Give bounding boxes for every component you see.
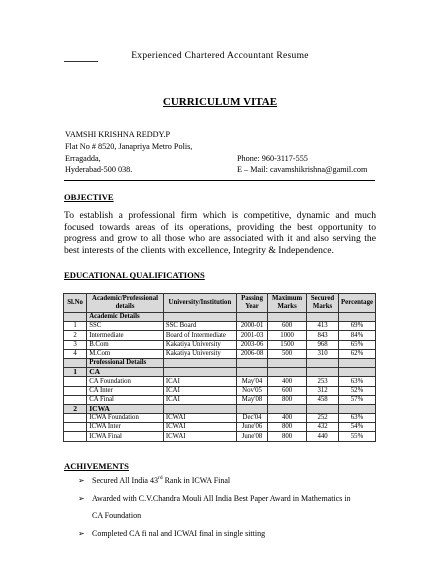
arrow-bullet-icon: ➢	[78, 493, 85, 503]
list-item: ➢ Secured All India 43rd Rank in ICWA Final	[64, 472, 384, 490]
list-item: ➢ Completed CA fi nal and ICWAI final in single sitting	[64, 525, 384, 543]
table-row: 1 SSC SSC Board 2000-01 600 413 69%	[64, 322, 376, 331]
section-divider	[64, 180, 375, 181]
address-line-3: Hyderabad-500 038.	[65, 165, 133, 174]
arrow-bullet-icon: ➢	[78, 528, 85, 538]
objective-heading: OBJECTIVE	[64, 192, 114, 202]
address-line-1: Flat No # 8520, Janapriya Metro Polis,	[65, 142, 193, 151]
education-table	[63, 293, 376, 442]
arrow-bullet-icon: ➢	[78, 476, 85, 485]
table-row: CA Inter ICAI Nov'05 600 312 52%	[64, 386, 376, 395]
table-row: CA Final ICAI May'08 800 458 57%	[64, 395, 376, 404]
objective-text: To establish a professional firm which is competitive, dynamic and much focused towards areas of its operations, providing the best opportunity to progress and grow to all those who are associated with it and also serving the best interests of the clients with excellence, Integrity & Independence.	[64, 210, 376, 256]
col-header: Academic/Professional details	[87, 294, 164, 313]
document-top-title: Experienced Chartered Accountant Resume	[131, 51, 309, 61]
contact-phone: Phone: 960-3117-555	[237, 154, 308, 163]
list-item: ➢ Awarded with C.V.Chandra Mouli All India Best Paper Award in Mathematics in	[64, 490, 384, 508]
table-row: 2 Intermediate Board of Intermediate 2001-03 1000 843 84%	[64, 331, 376, 340]
table-row: ICWA Final ICWAI June'08 800 440 55%	[64, 432, 376, 441]
address-line-2: Erragadda,	[65, 154, 101, 163]
contact-name: VAMSHI KRISHNA REDDY.P	[65, 130, 171, 139]
col-header: University/Institution	[163, 294, 236, 313]
cv-title: CURRICULUM VITAE	[162, 96, 278, 108]
group-label: CA	[87, 368, 164, 377]
title-underline	[64, 61, 98, 62]
col-header: Secured Marks	[307, 294, 339, 313]
section-label: Academic Details	[87, 313, 164, 322]
table-section-row	[64, 313, 376, 322]
col-header: Percentage	[339, 294, 376, 313]
table-row: CA Foundation ICAI May'04 400 253 63%	[64, 377, 376, 386]
table-row: ICWA Inter ICWAI June'06 800 432 54%	[64, 423, 376, 432]
table-group-row: 2 ICWA	[64, 404, 376, 413]
table-group-row: 1 CA	[64, 368, 376, 377]
table-section-row	[64, 358, 376, 367]
table-header-row	[64, 294, 376, 313]
group-label: ICWA	[87, 404, 164, 413]
contact-email: E – Mail: cavamshikrishna@gamil.com	[237, 165, 368, 174]
education-heading: EDUCATIONAL QUALIFICATIONS	[64, 270, 205, 280]
section-label: Professional Details	[87, 358, 164, 367]
table-row: 3 B.Com Kakatiya University 2003-06 1500 968 65%	[64, 340, 376, 349]
table-row: ICWA Foundation ICWAI Dec'04 400 252 63%	[64, 414, 376, 423]
col-header: Maximum Marks	[268, 294, 307, 313]
achievements-heading: ACHIVEMENTS	[64, 461, 129, 471]
col-header: Sl.No	[64, 294, 87, 313]
list-item-continuation: CA Foundation	[92, 511, 142, 520]
col-header: Passing Year	[236, 294, 267, 313]
achievements-list	[64, 472, 384, 542]
table-row: 4 M.Com Kakatiya University 2006-08 500 310 62%	[64, 349, 376, 358]
